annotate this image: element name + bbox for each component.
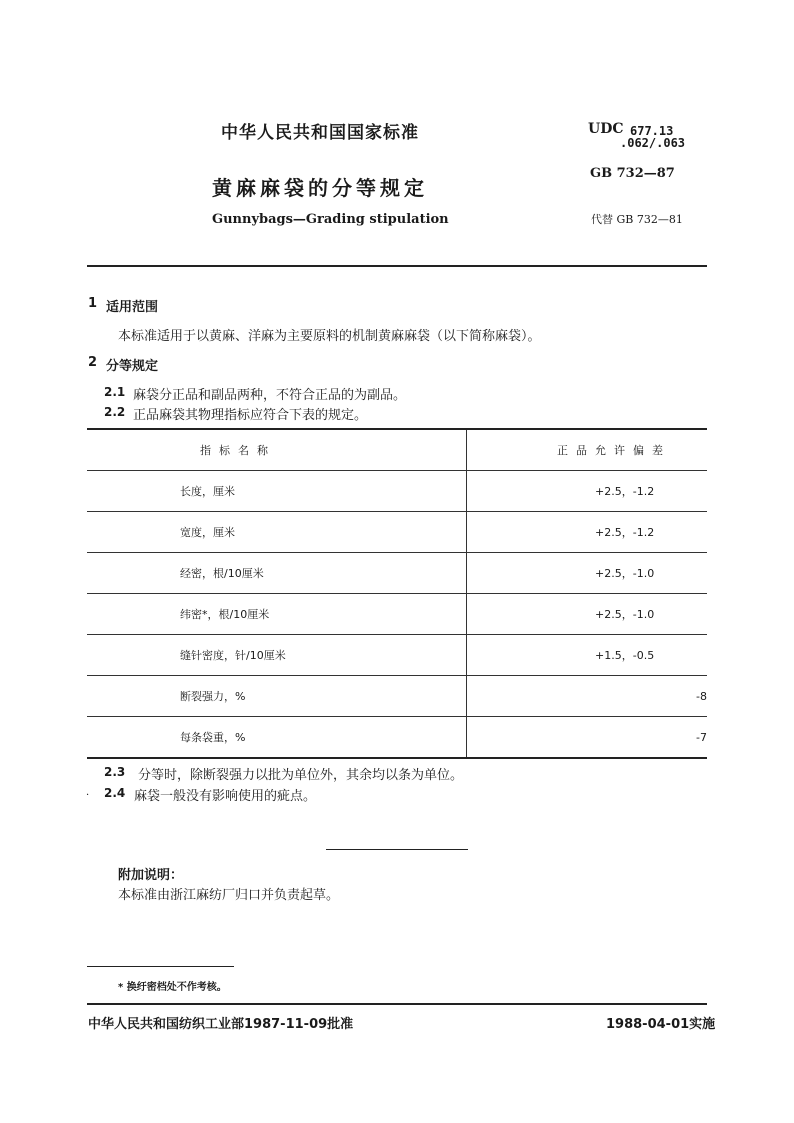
section-1-text: 本标准适用于以黄麻、洋麻为主要原料的机制黄麻麻袋（以下简称麻袋）。	[118, 329, 541, 344]
clause-2-3-number: 2.3	[104, 765, 126, 779]
table-row	[87, 594, 707, 635]
table-row	[87, 676, 707, 717]
header-divider	[87, 265, 707, 267]
document-title: 黄麻麻袋的分等规定	[212, 176, 428, 200]
footer-divider	[87, 1003, 707, 1005]
tolerance-value: +2.5，-1.2	[467, 471, 707, 512]
approval-line: 中华人民共和国纺织工业部1987-11-09批准	[88, 1017, 354, 1032]
additional-notes-title: 附加说明：	[118, 868, 184, 883]
footnote-text: * 换纡密档处不作考核。	[118, 982, 227, 993]
implementation-date: 1988-04-01实施	[606, 1017, 716, 1032]
udc-value-2: .062/.063	[620, 136, 686, 150]
tolerance-value: -8	[467, 676, 707, 717]
indicator-name: 断裂强力，%	[87, 676, 467, 717]
tolerance-value: +2.5，-1.2	[467, 512, 707, 553]
end-of-text-rule	[326, 849, 468, 850]
section-2-title: 分等规定	[106, 359, 159, 374]
margin-mark: ·	[86, 790, 90, 801]
additional-notes-text: 本标准由浙江麻纺厂归口并负责起草。	[118, 888, 340, 903]
clause-2-1-text: 麻袋分正品和副品两种，不符合正品的为副品。	[133, 388, 407, 403]
tolerance-value: +2.5，-1.0	[467, 553, 707, 594]
indicator-name: 每条袋重，%	[87, 717, 467, 759]
issuing-organization: 中华人民共和国国家标准	[221, 123, 419, 143]
table-row	[87, 471, 707, 512]
indicator-name: 纬密*，根/10厘米	[87, 594, 467, 635]
column-header-indicator: 指标名称	[87, 429, 467, 471]
table-row	[87, 635, 707, 676]
section-1-title: 适用范围	[106, 300, 159, 315]
clause-2-4-number: 2.4	[104, 786, 126, 800]
indicator-name: 经密，根/10厘米	[87, 553, 467, 594]
document-title-english: Gunnybags—Grading stipulation	[212, 212, 449, 227]
table-row	[87, 717, 707, 759]
clause-2-3-text: 分等时，除断裂强力以批为单位外，其余均以条为单位。	[138, 768, 464, 783]
tolerance-value: +2.5，-1.0	[467, 594, 707, 635]
indicator-name: 缝针密度，针/10厘米	[87, 635, 467, 676]
indicator-name: 长度，厘米	[87, 471, 467, 512]
clause-2-2-text: 正品麻袋其物理指标应符合下表的规定。	[133, 408, 368, 423]
clause-2-2-number: 2.2	[104, 405, 126, 419]
column-header-tolerance: 正品允许偏差	[467, 429, 707, 471]
tolerance-value: +1.5，-0.5	[467, 635, 707, 676]
replaces-standard: 代替 GB 732—81	[591, 213, 683, 226]
footnote-rule	[87, 966, 234, 967]
table-row	[87, 553, 707, 594]
section-1-number: 1	[88, 296, 98, 311]
section-2-number: 2	[88, 355, 98, 370]
grading-spec-table	[87, 428, 707, 759]
udc-value-1: 677.13	[630, 124, 674, 138]
clause-2-4-text: 麻袋一般没有影响使用的疵点。	[134, 789, 317, 804]
indicator-name: 宽度，厘米	[87, 512, 467, 553]
udc-label: UDC	[588, 121, 624, 137]
tolerance-value: -7	[467, 717, 707, 759]
standard-number: GB 732—87	[590, 166, 675, 181]
table-row	[87, 512, 707, 553]
clause-2-1-number: 2.1	[104, 385, 126, 399]
table-header-row	[87, 429, 707, 471]
